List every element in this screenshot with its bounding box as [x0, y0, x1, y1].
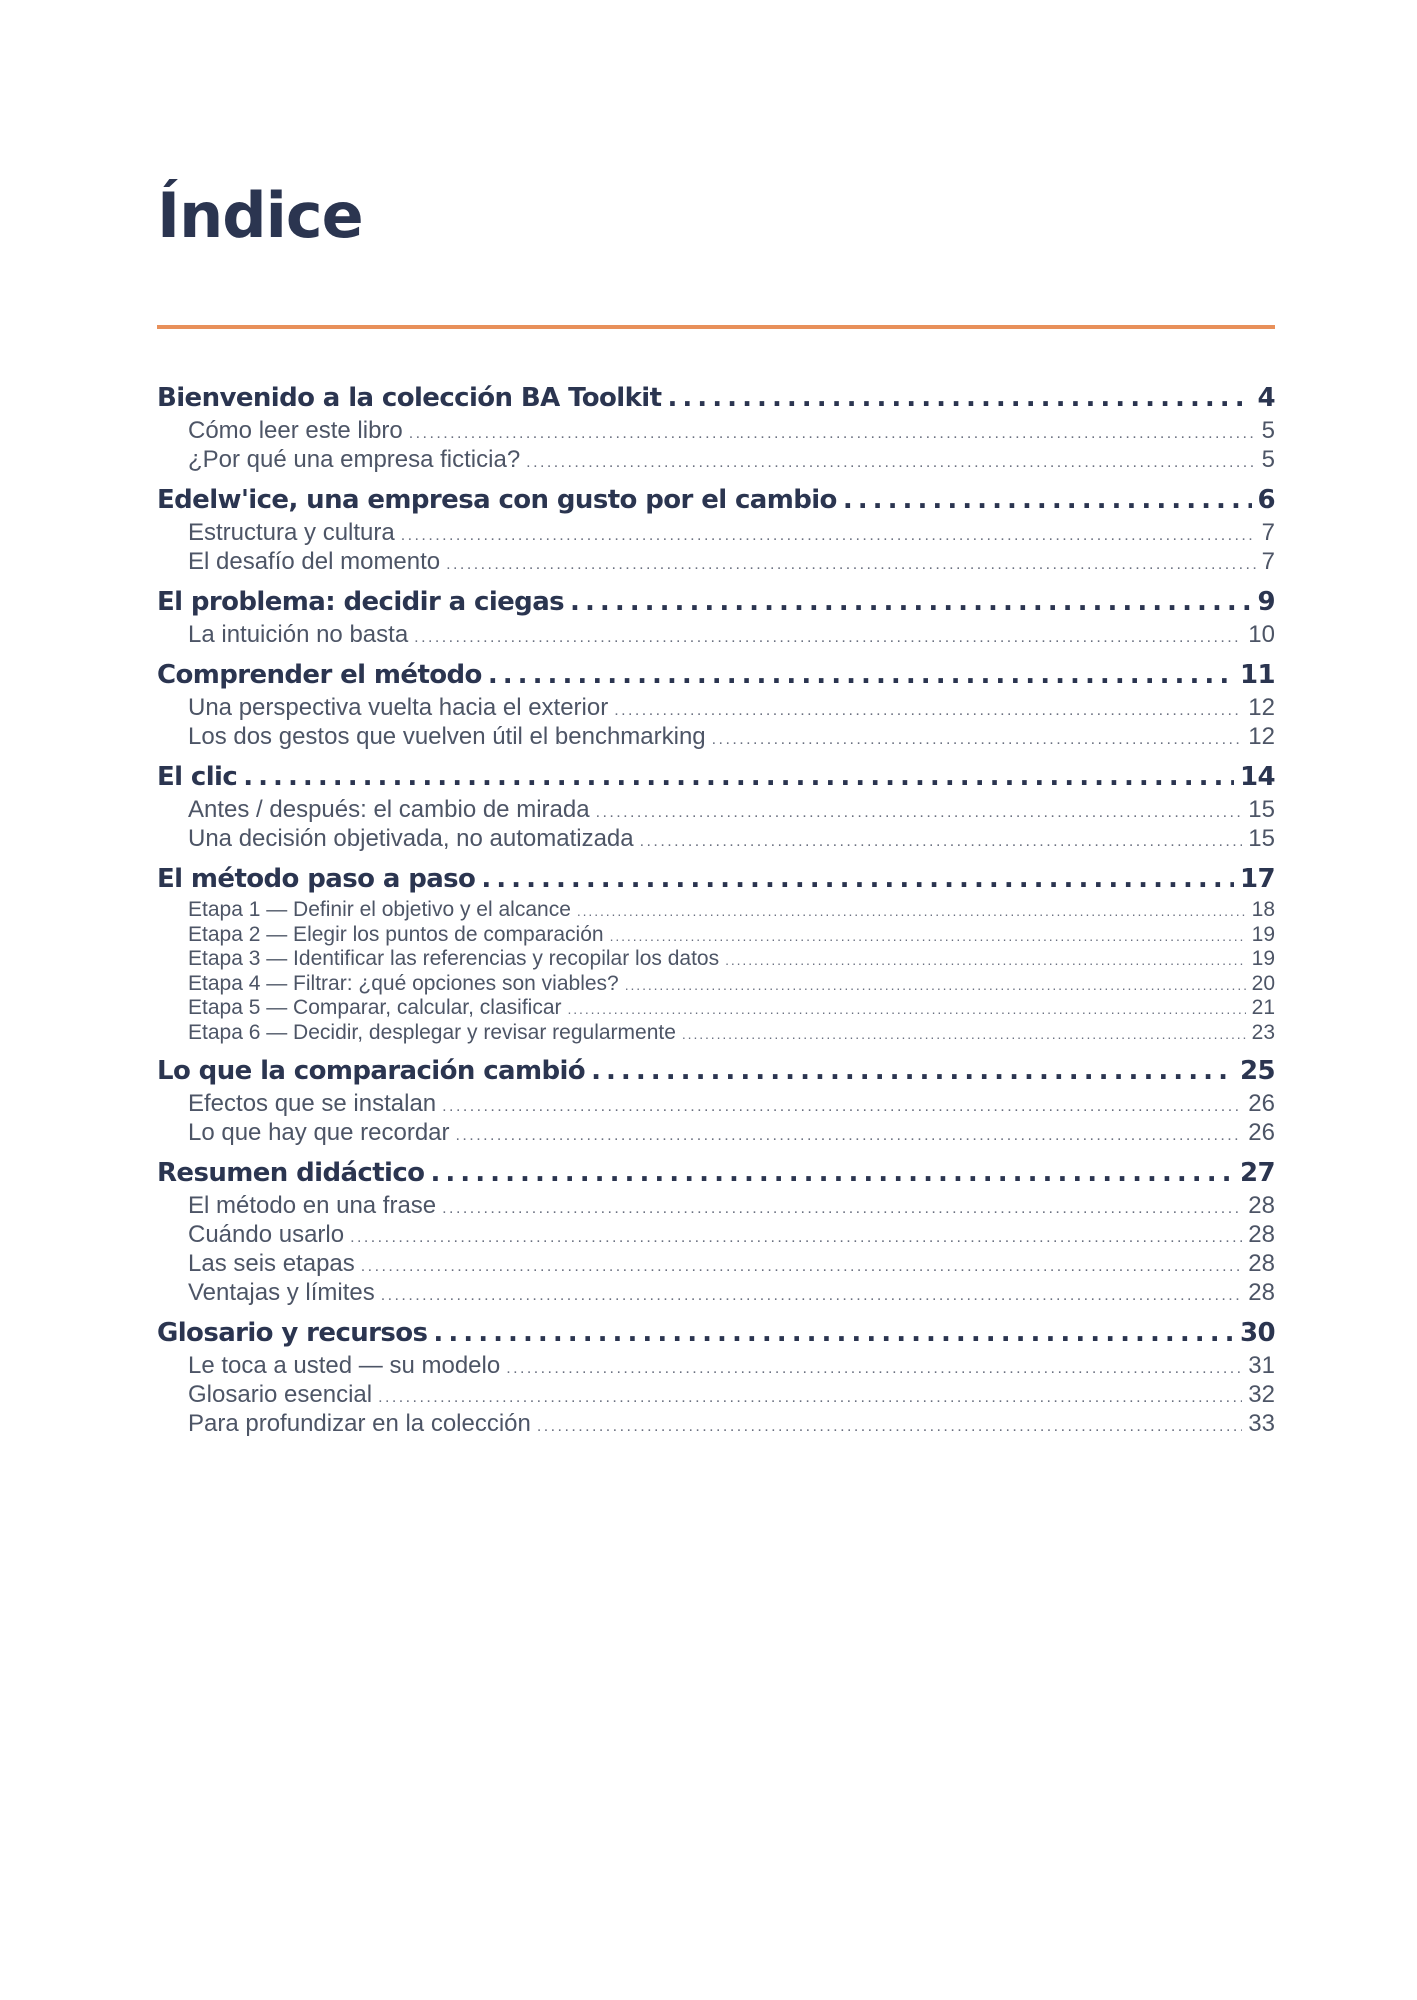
toc-chapter-title: Lo que la comparación cambió — [157, 1055, 586, 1086]
dot-leader — [488, 660, 1234, 690]
toc-step-title: Etapa 5 — Comparar, calcular, clasificar — [188, 996, 562, 1020]
dot-leader — [725, 952, 1246, 968]
dot-leader — [378, 1389, 1242, 1407]
toc-step-title: Etapa 6 — Decidir, desplegar y revisar regularmente — [188, 1020, 676, 1044]
dot-leader — [667, 383, 1251, 413]
toc-page-number: 26 — [1248, 1089, 1275, 1117]
dot-leader — [843, 485, 1252, 515]
toc-page-number: 32 — [1248, 1380, 1275, 1408]
toc-step-title: Etapa 3 — Identificar las referencias y recopilar los datos — [188, 947, 720, 971]
toc-subentry-title: ¿Por qué una empresa ficticia? — [188, 446, 521, 473]
toc-subentry[interactable] — [157, 621, 1275, 650]
toc-subentry-title: Para profundizar en la colección — [188, 1409, 531, 1437]
toc-page-number: 28 — [1248, 1249, 1275, 1277]
dot-leader — [577, 903, 1246, 919]
toc-page-number: 30 — [1240, 1317, 1275, 1348]
toc-subentry[interactable] — [157, 548, 1275, 577]
dot-leader — [414, 629, 1242, 647]
toc-page-number: 25 — [1240, 1055, 1275, 1086]
toc-subentry-title: Glosario esencial — [188, 1380, 373, 1408]
dot-leader — [446, 556, 1256, 574]
toc-page-number: 12 — [1248, 723, 1275, 750]
toc-step-entry[interactable] — [157, 996, 1275, 1021]
toc-chapter — [157, 1318, 1275, 1439]
toc-subentry-title: Cómo leer este libro — [188, 417, 403, 444]
toc-subentry-title: Antes / después: el cambio de mirada — [188, 796, 590, 823]
toc-chapter-entry[interactable] — [157, 485, 1275, 519]
title-divider — [157, 325, 1275, 329]
toc-chapter-title: El método paso a paso — [157, 864, 476, 894]
toc-subentry-title: Efectos que se instalan — [188, 1089, 437, 1117]
toc-page-number: 9 — [1257, 587, 1275, 617]
toc-page-number: 20 — [1251, 971, 1275, 995]
dot-leader — [433, 1318, 1234, 1348]
toc-chapter-title: Edelw'ice, una empresa con gusto por el cambio — [157, 485, 837, 515]
toc-page-number: 28 — [1248, 1220, 1275, 1248]
toc-page-number: 6 — [1257, 485, 1275, 515]
dot-leader — [381, 1287, 1243, 1305]
toc-chapter-title: Comprender el método — [157, 660, 482, 690]
toc-page-number: 11 — [1240, 660, 1275, 690]
toc-page-number: 33 — [1248, 1409, 1275, 1437]
toc-page-number: 23 — [1251, 1020, 1275, 1044]
toc-chapter — [157, 485, 1275, 577]
dot-leader — [596, 804, 1243, 822]
dot-leader — [712, 731, 1243, 749]
toc-chapter — [157, 864, 1275, 1046]
toc-subentry[interactable] — [157, 723, 1275, 752]
toc-subentry[interactable] — [157, 1250, 1275, 1279]
toc-subentry-title: Le toca a usted — su modelo — [188, 1351, 501, 1379]
toc-step-entry[interactable] — [157, 1021, 1275, 1046]
toc-step-title: Etapa 2 — Elegir los puntos de comparación — [188, 922, 604, 946]
toc-page-number: 5 — [1261, 446, 1275, 473]
dot-leader — [442, 1098, 1242, 1116]
dot-leader — [682, 1026, 1246, 1042]
dot-leader — [570, 587, 1251, 617]
toc-subentry[interactable] — [157, 1279, 1275, 1308]
toc-page-number: 4 — [1257, 383, 1275, 413]
dot-leader — [361, 1258, 1243, 1276]
toc-subentry-title: Lo que hay que recordar — [188, 1118, 450, 1146]
toc-step-entry[interactable] — [157, 947, 1275, 972]
dot-leader — [430, 1158, 1234, 1188]
toc-chapter-entry[interactable] — [157, 1056, 1275, 1090]
toc-subentry-title: Una perspectiva vuelta hacia el exterior — [188, 694, 609, 721]
toc-subentry-title: Cuándo usarlo — [188, 1220, 345, 1248]
toc-chapter-entry[interactable] — [157, 587, 1275, 621]
dot-leader — [640, 833, 1243, 851]
dot-leader — [526, 454, 1255, 472]
toc-chapter-title: Glosario y recursos — [157, 1317, 428, 1348]
toc-subentry[interactable] — [157, 446, 1275, 475]
toc-page-number: 18 — [1251, 898, 1275, 921]
dot-leader — [409, 425, 1256, 443]
toc-subentry-title: La intuición no basta — [188, 621, 409, 648]
toc-subentry[interactable] — [157, 1352, 1275, 1381]
toc-page-number: 28 — [1248, 1191, 1275, 1219]
toc-subentry-title: Las seis etapas — [188, 1249, 355, 1277]
dot-leader — [568, 1001, 1246, 1017]
toc-subentry-title: Los dos gestos que vuelven útil el benchmarking — [188, 723, 706, 750]
dot-leader — [401, 527, 1256, 545]
toc-page-number: 26 — [1248, 1118, 1275, 1146]
toc-chapter-title: El problema: decidir a ciegas — [157, 587, 565, 617]
toc-chapter — [157, 660, 1275, 752]
toc-chapter — [157, 1056, 1275, 1148]
toc-chapter-entry[interactable] — [157, 660, 1275, 694]
toc-subentry-title: Una decisión objetivada, no automatizada — [188, 825, 634, 852]
toc-page-number: 27 — [1240, 1157, 1275, 1188]
toc-subentry[interactable] — [157, 796, 1275, 825]
toc-page-number: 17 — [1240, 864, 1275, 894]
toc-chapter-entry[interactable] — [157, 762, 1275, 796]
dot-leader — [481, 864, 1234, 894]
toc-chapter-entry[interactable] — [157, 383, 1275, 417]
toc-page-number: 12 — [1248, 694, 1275, 721]
toc-subentry-title: Estructura y cultura — [188, 519, 395, 546]
toc-subentry[interactable] — [157, 825, 1275, 854]
toc-subentry-title: Ventajas y límites — [188, 1278, 375, 1306]
toc-page-number: 15 — [1248, 825, 1275, 852]
toc-step-title: Etapa 1 — Definir el objetivo y el alcance — [188, 898, 571, 921]
toc-subentry[interactable] — [157, 1090, 1275, 1119]
toc-subentry[interactable] — [157, 1119, 1275, 1148]
dot-leader — [591, 1056, 1234, 1086]
toc-chapter-entry[interactable] — [157, 864, 1275, 898]
toc-chapter-title: Bienvenido a la colección BA Toolkit — [157, 383, 662, 413]
dot-leader — [610, 928, 1246, 944]
toc-subentry-title: El método en una frase — [188, 1191, 437, 1219]
toc-chapter-entry[interactable] — [157, 1158, 1275, 1192]
dot-leader — [537, 1418, 1242, 1436]
toc-subentry[interactable] — [157, 1192, 1275, 1221]
toc-step-title: Etapa 4 — Filtrar: ¿qué opciones son viables? — [188, 971, 619, 995]
toc-step-entry[interactable] — [157, 923, 1275, 948]
toc-page-number: 31 — [1248, 1351, 1275, 1379]
toc-page-number: 28 — [1248, 1278, 1275, 1306]
toc-chapter — [157, 587, 1275, 650]
dot-leader — [350, 1229, 1242, 1247]
toc-subentry[interactable] — [157, 519, 1275, 548]
dot-leader — [243, 762, 1234, 792]
toc-chapter — [157, 762, 1275, 854]
toc-step-entry[interactable] — [157, 898, 1275, 923]
toc-page-number: 7 — [1261, 548, 1275, 575]
dot-leader — [506, 1360, 1242, 1378]
toc-subentry[interactable] — [157, 417, 1275, 446]
toc-chapter — [157, 1158, 1275, 1308]
toc-page-number: 21 — [1251, 996, 1275, 1020]
toc-page-number: 14 — [1240, 762, 1275, 792]
table-of-contents — [157, 383, 1275, 1439]
dot-leader — [442, 1200, 1242, 1218]
dot-leader — [625, 977, 1246, 993]
dot-leader — [456, 1127, 1243, 1145]
toc-chapter — [157, 383, 1275, 475]
dot-leader — [614, 702, 1242, 720]
toc-subentry[interactable] — [157, 694, 1275, 723]
toc-subentry-title: El desafío del momento — [188, 548, 441, 575]
toc-subentry[interactable] — [157, 1221, 1275, 1250]
toc-page-number: 5 — [1261, 417, 1275, 444]
toc-subentry[interactable] — [157, 1410, 1275, 1439]
toc-page-number: 19 — [1251, 947, 1275, 971]
toc-chapter-title: El clic — [157, 762, 238, 792]
toc-step-entry[interactable] — [157, 972, 1275, 997]
toc-page-number: 19 — [1251, 922, 1275, 946]
toc-page-number: 10 — [1248, 621, 1275, 648]
toc-page-number: 15 — [1248, 796, 1275, 823]
toc-page-number: 7 — [1261, 519, 1275, 546]
toc-chapter-title: Resumen didáctico — [157, 1157, 425, 1188]
toc-chapter-entry[interactable] — [157, 1318, 1275, 1352]
toc-subentry[interactable] — [157, 1381, 1275, 1410]
page-title: Índice — [157, 179, 363, 252]
